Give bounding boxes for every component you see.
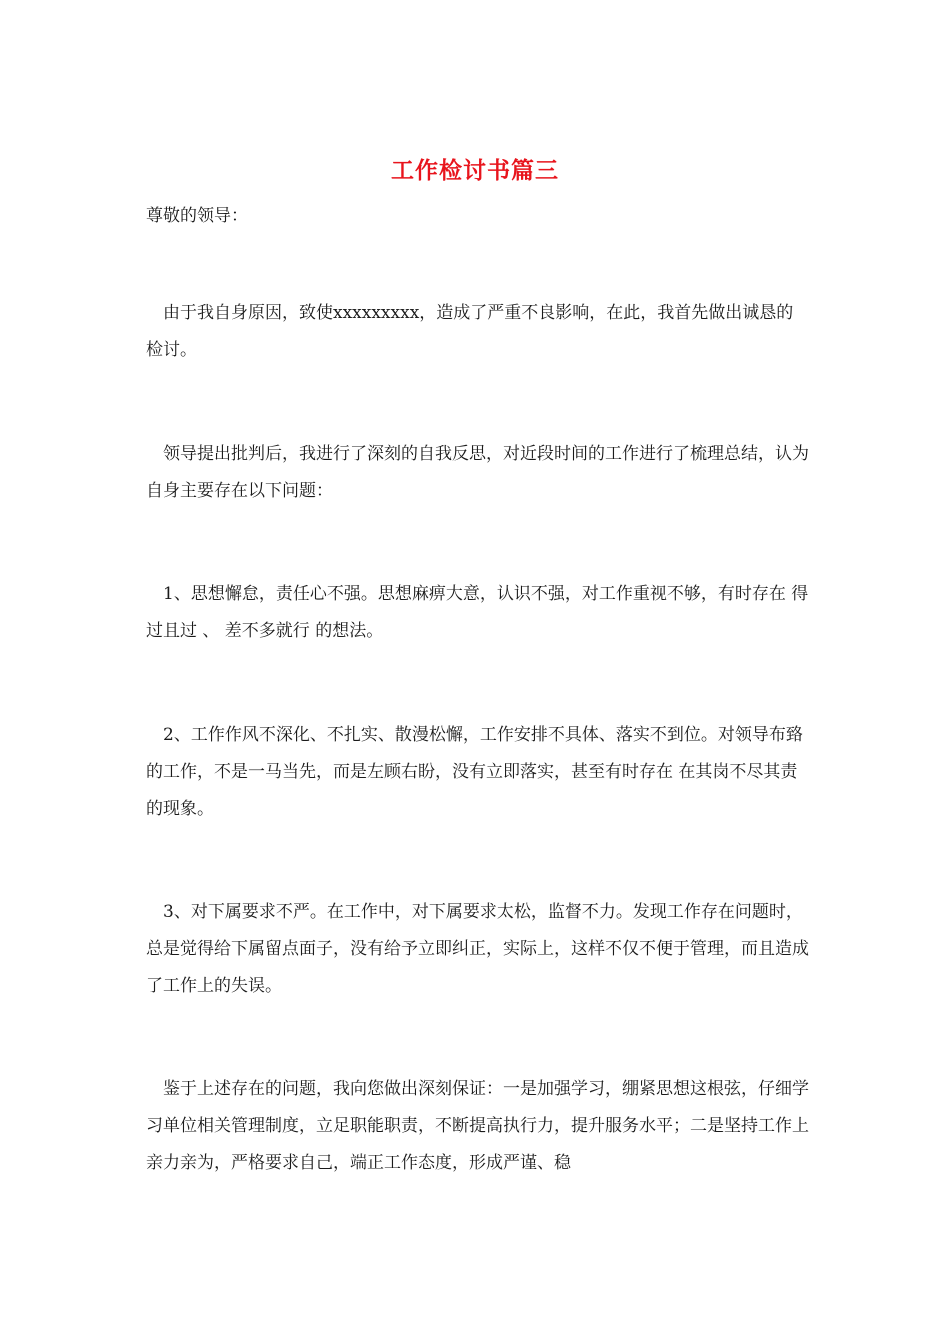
document-title: 工作检讨书篇三	[391, 157, 559, 184]
paragraph-issue-3: 3、对下属要求不严。在工作中，对下属要求太松，监督不力。发现工作存在问题时，总是觉得给下属留点面子，没有给予立即纠正，实际上，这样不仅不便于管理，而且造成了工作上的失误。	[146, 902, 809, 996]
paragraph-reflection: 领导提出批判后，我进行了深刻的自我反思，对近段时间的工作进行了梳理总结，认为自身主要存在以下问题：	[146, 444, 809, 501]
paragraph-issue-2: 2、工作作风不深化、不扎实、散漫松懈，工作安排不具体、落实不到位。对领导布臵的工作，不是一马当先，而是左顾右盼，没有立即落实，甚至有时存在 在其岗不尽其责 的现象。	[146, 725, 803, 819]
salutation: 尊敬的领导：	[146, 206, 248, 226]
paragraph-issue-1: 1、思想懈怠，责任心不强。思想麻痹大意，认识不强，对工作重视不够，有时存在 得过且过 、 差不多就行 的想法。	[146, 584, 809, 641]
paragraph-intro: 由于我自身原因，致使xxxxxxxxx，造成了严重不良影响，在此，我首先做出诚恳的检讨。	[146, 303, 794, 360]
paragraph-commitment: 鉴于上述存在的问题，我向您做出深刻保证：一是加强学习，绷紧思想这根弦，仔细学习单位相关管理制度，立足职能职责，不断提高执行力，提升服务水平；二是坚持工作上亲力亲为，严格要求自己，端正工作态度，形成严谨、稳	[146, 1079, 809, 1173]
